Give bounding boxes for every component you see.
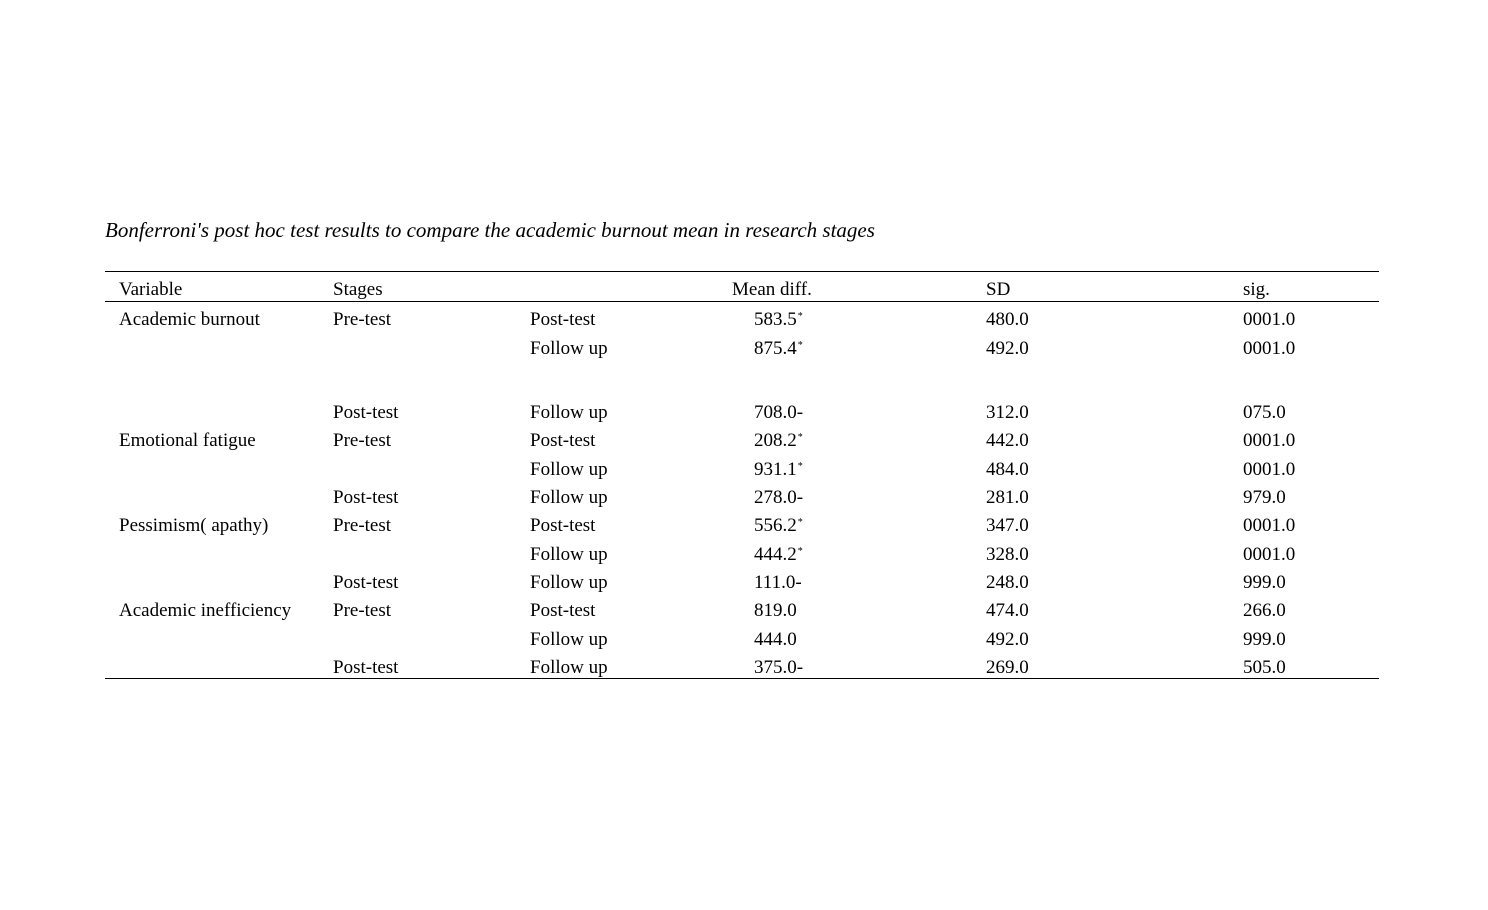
- mean-value: 111.0-: [754, 572, 802, 593]
- row-mean-diff: [754, 657, 804, 679]
- row-sig: 0001.0: [1243, 544, 1296, 565]
- mean-value: 444.0: [754, 629, 797, 650]
- mean-value: 583.5: [754, 309, 797, 330]
- row-sig: 0001.0: [1243, 515, 1296, 536]
- row-compare: Follow up: [530, 629, 608, 650]
- row-stage: Post-test: [333, 572, 399, 593]
- row-sd: 474.0: [986, 600, 1029, 621]
- mean-value: 208.2: [754, 430, 797, 451]
- header-sig: sig.: [1243, 279, 1270, 300]
- row-compare: Follow up: [530, 572, 608, 593]
- row-sig: 0001.0: [1243, 430, 1296, 451]
- row-sd: 269.0: [986, 657, 1029, 678]
- row-sig: 505.0: [1243, 657, 1286, 678]
- header-mean-diff: Mean diff.: [732, 279, 812, 300]
- table-caption: Bonferroni's post hoc test results to compare the academic burnout mean in research stages: [105, 218, 875, 242]
- mean-value: 931.1: [754, 459, 797, 480]
- row-stage: Pre-test: [333, 515, 392, 536]
- mean-value: 708.0-: [754, 402, 804, 423]
- row-variable: Emotional fatigue: [119, 430, 256, 451]
- row-mean-diff: [754, 459, 803, 481]
- mean-value: 444.2: [754, 544, 797, 565]
- row-stage: Post-test: [333, 402, 399, 423]
- significance-star: *: [797, 461, 803, 472]
- row-sd: 492.0: [986, 338, 1029, 359]
- table-header-rule: [105, 301, 1379, 302]
- significance-star: *: [797, 517, 803, 528]
- row-sig: 0001.0: [1243, 338, 1296, 359]
- row-sig: 999.0: [1243, 629, 1286, 650]
- row-compare: Follow up: [530, 338, 608, 359]
- table-top-rule: [105, 271, 1379, 272]
- row-compare: Follow up: [530, 459, 608, 480]
- table-bottom-rule: [105, 678, 1379, 679]
- row-mean-diff: [754, 572, 803, 594]
- row-mean-diff: [754, 544, 803, 566]
- row-compare: Follow up: [530, 487, 608, 508]
- row-sd: 484.0: [986, 459, 1029, 480]
- row-mean-diff: [754, 600, 798, 622]
- row-sig: 0001.0: [1243, 309, 1296, 330]
- row-compare: Follow up: [530, 657, 608, 678]
- row-sig: 0001.0: [1243, 459, 1296, 480]
- row-sig: 999.0: [1243, 572, 1286, 593]
- mean-value: 556.2: [754, 515, 797, 536]
- row-mean-diff: [754, 430, 803, 452]
- row-sig: 266.0: [1243, 600, 1286, 621]
- row-stage: Post-test: [333, 487, 399, 508]
- significance-star: *: [797, 340, 803, 351]
- row-sd: 492.0: [986, 629, 1029, 650]
- row-stage: Pre-test: [333, 430, 392, 451]
- mean-value: 875.4: [754, 338, 797, 359]
- row-variable: Academic burnout: [119, 309, 260, 330]
- row-sd: 248.0: [986, 572, 1029, 593]
- row-mean-diff: [754, 338, 803, 360]
- header-stages: Stages: [333, 279, 383, 300]
- row-compare: Post-test: [530, 430, 596, 451]
- row-stage: Pre-test: [333, 309, 392, 330]
- mean-value: 819.0: [754, 600, 797, 621]
- row-sig: 075.0: [1243, 402, 1286, 423]
- header-variable: Variable: [119, 279, 183, 300]
- header-sd: SD: [986, 279, 1011, 300]
- row-variable: Academic inefficiency: [119, 600, 292, 621]
- row-mean-diff: [754, 515, 803, 537]
- row-compare: Follow up: [530, 544, 608, 565]
- row-compare: Post-test: [530, 309, 596, 330]
- row-variable: Pessimism( apathy): [119, 515, 269, 536]
- significance-star: *: [797, 432, 803, 443]
- significance-star: *: [797, 311, 803, 322]
- row-sd: 312.0: [986, 402, 1029, 423]
- row-mean-diff: [754, 309, 803, 331]
- row-compare: Post-test: [530, 600, 596, 621]
- row-sd: 328.0: [986, 544, 1029, 565]
- row-stage: Pre-test: [333, 600, 392, 621]
- row-stage: Post-test: [333, 657, 399, 678]
- row-sig: 979.0: [1243, 487, 1286, 508]
- row-sd: 442.0: [986, 430, 1029, 451]
- row-compare: Follow up: [530, 402, 608, 423]
- row-mean-diff: [754, 402, 804, 424]
- row-compare: Post-test: [530, 515, 596, 536]
- row-mean-diff: [754, 629, 798, 651]
- row-sd: 347.0: [986, 515, 1029, 536]
- significance-star: *: [797, 546, 803, 557]
- mean-value: 375.0-: [754, 657, 804, 678]
- mean-value: 278.0-: [754, 487, 804, 508]
- row-sd: 480.0: [986, 309, 1029, 330]
- row-mean-diff: [754, 487, 804, 509]
- row-sd: 281.0: [986, 487, 1029, 508]
